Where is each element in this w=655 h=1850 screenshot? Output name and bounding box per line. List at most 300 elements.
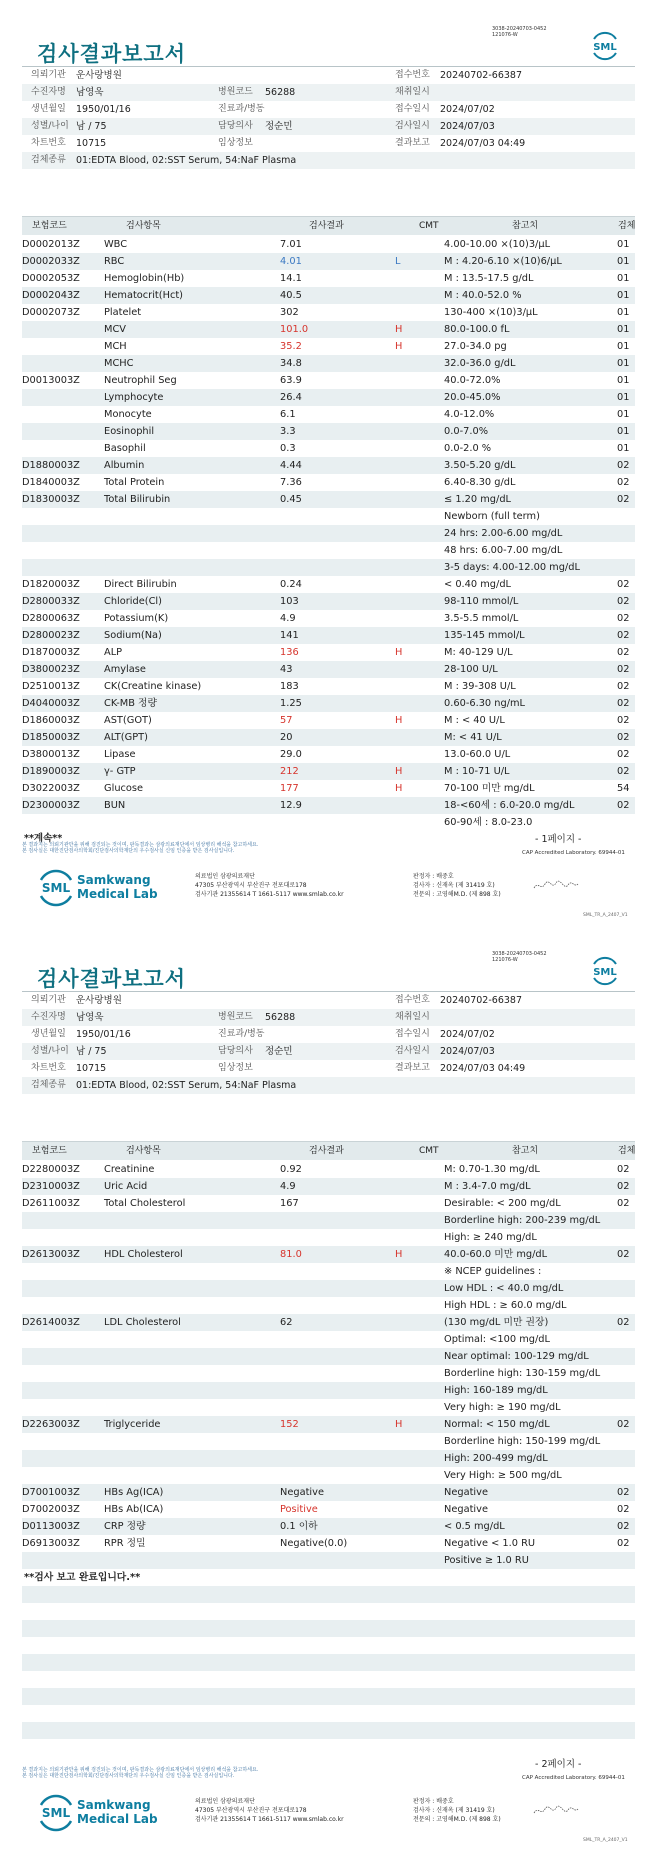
table-row	[22, 423, 635, 440]
specimen-code: 02	[617, 1181, 630, 1192]
test-name: MCHC	[104, 358, 134, 369]
table-row	[22, 1535, 635, 1552]
specimen-code: 02	[617, 460, 630, 471]
reference-range: 98-110 mmol/L	[444, 596, 519, 607]
reference-range: M: < 41 U/L	[444, 732, 502, 743]
test-result: 63.9	[280, 375, 302, 386]
reference-range: M : 4.20-6.10 ×(10)6/μL	[444, 256, 562, 267]
table-row	[22, 780, 635, 797]
table-row	[22, 1433, 635, 1450]
test-result: 183	[280, 681, 299, 692]
table-row	[22, 1229, 635, 1246]
sml-logo-icon	[590, 31, 620, 61]
test-name: Potassium(K)	[104, 613, 169, 624]
insurance-code: D0002033Z	[22, 256, 80, 267]
sml-brand-icon	[36, 868, 76, 908]
reference-range: M : 40.0-52.0 %	[444, 290, 522, 301]
svg-text:SML: SML	[41, 1806, 71, 1820]
info-row-institution: 의뢰기관 운사랑병원 접수번호 20240702-66387	[31, 995, 523, 1006]
empty-row	[22, 1671, 635, 1688]
reference-range: 60-90세 : 8.0-23.0	[444, 817, 533, 828]
test-result: 57	[280, 715, 293, 726]
table-row	[22, 1501, 635, 1518]
insurance-code: D2310003Z	[22, 1181, 80, 1192]
test-result: 4.9	[280, 1181, 296, 1192]
test-result: 6.1	[280, 409, 296, 420]
test-result: 26.4	[280, 392, 302, 403]
specimen-code: 02	[617, 613, 630, 624]
table-row	[22, 491, 635, 508]
table-row	[22, 729, 635, 746]
reference-range: M : 13.5-17.5 g/dL	[444, 273, 534, 284]
table-row	[22, 1263, 635, 1280]
table-row	[22, 576, 635, 593]
page-number: - 1페이지 -	[535, 834, 582, 845]
empty-row	[22, 1637, 635, 1654]
test-result: 0.45	[280, 494, 302, 505]
table-row	[22, 644, 635, 661]
reference-range: 3.50-5.20 g/dL	[444, 460, 516, 471]
reference-range: Normal: < 150 mg/dL	[444, 1419, 550, 1430]
insurance-code: D1880003Z	[22, 460, 80, 471]
specimen-code: 01	[617, 409, 630, 420]
insurance-code: D1870003Z	[22, 647, 80, 658]
specimen-code: 01	[617, 375, 630, 386]
insurance-code: D2800063Z	[22, 613, 80, 624]
specimen-code: 02	[617, 800, 630, 811]
sml-brand-icon	[36, 1793, 76, 1833]
signatories: 판정자 : 배중호 검사자 : 신재옥 (제 31419 호) 전문의 : 고영해M.D. (제 898 호)	[413, 873, 501, 898]
report-title: 검사결과보고서	[37, 967, 187, 991]
svg-text:SML: SML	[593, 967, 617, 978]
reference-range: 135-145 mmol/L	[444, 630, 525, 641]
page-number: - 2페이지 -	[535, 1759, 582, 1770]
report-complete-text: **검사 보고 완료입니다.**	[24, 1572, 141, 1583]
specimen-code: 02	[617, 681, 630, 692]
table-row	[22, 610, 635, 627]
table-row	[22, 304, 635, 321]
specimen-code: 01	[617, 307, 630, 318]
table-row	[22, 525, 635, 542]
info-row-institution: 의뢰기관 운사랑병원 접수번호 20240702-66387	[31, 70, 523, 81]
test-result: Positive	[280, 1504, 318, 1515]
empty-row	[22, 1688, 635, 1705]
empty-row	[22, 1722, 635, 1739]
test-result: 103	[280, 596, 299, 607]
insurance-code: D4040003Z	[22, 698, 80, 709]
test-name: Neutrophil Seg	[104, 375, 177, 386]
samkwang-logo: SML Samkwang Medical Lab	[36, 868, 171, 908]
specimen-code: 02	[617, 1487, 630, 1498]
reference-range: ※ NCEP guidelines :	[444, 1266, 542, 1277]
result-flag: H	[395, 715, 403, 726]
specimen-code: 02	[617, 664, 630, 675]
reference-range: Very High: ≥ 500 mg/dL	[444, 1470, 562, 1481]
test-name: Sodium(Na)	[104, 630, 162, 641]
test-name: Creatinine	[104, 1164, 155, 1175]
table-row	[22, 253, 635, 270]
specimen-code: 02	[617, 1504, 630, 1515]
test-name: WBC	[104, 239, 128, 250]
specimen-code: 02	[617, 749, 630, 760]
specimen-code: 02	[617, 1538, 630, 1549]
table-row	[22, 814, 635, 831]
cap-accreditation: CAP Accredited Laboratory. 69944-01	[522, 850, 625, 856]
result-flag: H	[395, 1419, 403, 1430]
result-flag: H	[395, 1249, 403, 1260]
table-row	[22, 1365, 635, 1382]
reference-range: 13.0-60.0 U/L	[444, 749, 511, 760]
reference-range: 4.0-12.0%	[444, 409, 495, 420]
info-row-birth: 생년월일 1950/01/16 진료과/병동 접수일시 2024/07/02	[31, 1029, 495, 1040]
test-name: γ- GTP	[104, 766, 136, 777]
svg-text:SML: SML	[593, 42, 617, 53]
test-name: Eosinophil	[104, 426, 155, 437]
reference-range: 3.5-5.5 mmol/L	[444, 613, 519, 624]
empty-row	[22, 1654, 635, 1671]
test-result: 212	[280, 766, 299, 777]
svg-text:SML: SML	[41, 881, 71, 895]
specimen-code: 01	[617, 341, 630, 352]
reference-range: Very high: ≥ 190 mg/dL	[444, 1402, 561, 1413]
test-name: MCV	[104, 324, 126, 335]
test-result: 29.0	[280, 749, 302, 760]
test-name: Basophil	[104, 443, 146, 454]
insurance-code: D6913003Z	[22, 1538, 80, 1549]
reference-range: (130 mg/dL 미만 권장)	[444, 1317, 549, 1328]
test-name: Total Bilirubin	[104, 494, 171, 505]
table-row	[22, 406, 635, 423]
reference-range: Desirable: < 200 mg/dL	[444, 1198, 561, 1209]
table-row	[22, 1280, 635, 1297]
test-result: 101.0	[280, 324, 309, 335]
specimen-code: 01	[617, 358, 630, 369]
reference-range: 0.0-7.0%	[444, 426, 489, 437]
info-row-chart: 차트번호 10715 임상정보 결과보고 2024/07/03 04:49	[31, 1063, 526, 1074]
test-name: Chloride(Cl)	[104, 596, 162, 607]
reference-range: Negative < 1.0 RU	[444, 1538, 536, 1549]
reference-range: High HDL : ≥ 60.0 mg/dL	[444, 1300, 567, 1311]
table-row	[22, 678, 635, 695]
specimen-code: 02	[617, 477, 630, 488]
test-result: 40.5	[280, 290, 302, 301]
test-name: Lymphocyte	[104, 392, 164, 403]
info-row-specimen: 검체종류 01:EDTA Blood, 02:SST Serum, 54:NaF Plasma	[22, 152, 635, 169]
table-row	[22, 508, 635, 525]
info-row-chart: 차트번호 10715 임상정보 결과보고 2024/07/03 04:49	[31, 138, 526, 149]
table-row	[22, 457, 635, 474]
specimen-code: 01	[617, 273, 630, 284]
organization-info: 의료법인 삼광의료재단 47305 부산광역시 부산진구 전포대로178 검사기관 21355614 T 1661-5117 www.smlab.co.kr	[195, 1798, 344, 1823]
form-code: SML_TR_A_2407_V1	[583, 1838, 628, 1843]
insurance-code: D1830003Z	[22, 494, 80, 505]
insurance-code: D2800033Z	[22, 596, 80, 607]
reference-range: 70-100 미만 mg/dL	[444, 783, 535, 794]
test-result: 0.92	[280, 1164, 302, 1175]
table-row	[22, 593, 635, 610]
insurance-code: D7001003Z	[22, 1487, 80, 1498]
test-name: CRP 정량	[104, 1521, 146, 1532]
table-row	[22, 627, 635, 644]
insurance-code: D2280003Z	[22, 1164, 80, 1175]
test-name: Direct Bilirubin	[104, 579, 177, 590]
test-result: 62	[280, 1317, 293, 1328]
table-row	[22, 1178, 635, 1195]
signature-scribble	[532, 1804, 580, 1818]
insurance-code: D0002053Z	[22, 273, 80, 284]
specimen-code: 01	[617, 256, 630, 267]
insurance-code: D0113003Z	[22, 1521, 80, 1532]
test-name: ALT(GPT)	[104, 732, 148, 743]
table-row	[22, 1484, 635, 1501]
table-row	[22, 763, 635, 780]
specimen-code: 02	[617, 766, 630, 777]
table-row	[22, 746, 635, 763]
reference-range: M : 10-71 U/L	[444, 766, 510, 777]
footer-notes: 본 결과지는 의뢰기관만을 위해 검진되는 것이며, 판독결과는 삼광의료재단에서 임상병리 해석을 참고하세요. 본 검사실은 대한진단검사의학회/진단검사의학재단의 우수검사실 신임 인증을 받은 검사실입니다.	[22, 1767, 259, 1779]
insurance-code: D0002043Z	[22, 290, 80, 301]
table-row	[22, 1450, 635, 1467]
test-name: BUN	[104, 800, 126, 811]
table-row	[22, 1246, 635, 1263]
table-row	[22, 797, 635, 814]
table-row	[22, 321, 635, 338]
test-name: Hemoglobin(Hb)	[104, 273, 185, 284]
reference-range: High: 160-189 mg/dL	[444, 1385, 548, 1396]
table-row	[22, 355, 635, 372]
reference-range: Negative	[444, 1504, 488, 1515]
empty-row	[22, 1705, 635, 1722]
reference-range: Near optimal: 100-129 mg/dL	[444, 1351, 589, 1362]
test-name: RBC	[104, 256, 125, 267]
empty-row	[22, 1620, 635, 1637]
reference-range: 40.0-60.0 미만 mg/dL	[444, 1249, 548, 1260]
insurance-code: D1840003Z	[22, 477, 80, 488]
table-row	[22, 287, 635, 304]
continued-marker: **계속**	[24, 833, 63, 844]
reference-range: High: ≥ 240 mg/dL	[444, 1232, 537, 1243]
test-result: 302	[280, 307, 299, 318]
test-name: Monocyte	[104, 409, 152, 420]
reference-range: 3-5 days: 4.00-12.00 mg/dL	[444, 562, 580, 573]
test-result: 20	[280, 732, 293, 743]
reference-range: M : 3.4-7.0 mg/dL	[444, 1181, 531, 1192]
test-name: Total Protein	[104, 477, 165, 488]
insurance-code: D1890003Z	[22, 766, 80, 777]
test-result: 12.9	[280, 800, 302, 811]
table-row	[22, 1212, 635, 1229]
specimen-code: 02	[617, 1419, 630, 1430]
table-row	[22, 270, 635, 287]
specimen-code: 02	[617, 1317, 630, 1328]
specimen-code: 01	[617, 443, 630, 454]
table-row	[22, 712, 635, 729]
reference-range: 130-400 ×(10)3/μL	[444, 307, 538, 318]
specimen-code: 02	[617, 715, 630, 726]
table-row	[22, 338, 635, 355]
test-result: 43	[280, 664, 293, 675]
results-table-header: 보험코드 검사항목 검사결과 CMT 참고치 검체	[22, 216, 635, 235]
test-name: CK(Creatine kinase)	[104, 681, 202, 692]
reference-range: Positive ≥ 1.0 RU	[444, 1555, 529, 1566]
reference-range: 40.0-72.0%	[444, 375, 501, 386]
table-row	[22, 695, 635, 712]
specimen-code: 02	[617, 698, 630, 709]
test-name: Total Cholesterol	[104, 1198, 186, 1209]
reference-range: 27.0-34.0 pg	[444, 341, 507, 352]
test-name: LDL Cholesterol	[104, 1317, 181, 1328]
specimen-code: 02	[617, 1164, 630, 1175]
specimen-code: 01	[617, 426, 630, 437]
insurance-code: D1850003Z	[22, 732, 80, 743]
info-row-name: 수진자명 남영욱 병원코드 56288 채취일시	[22, 84, 635, 101]
form-code: SML_TR_A_2407_V1	[583, 913, 628, 918]
reference-range: Optimal: <100 mg/dL	[444, 1334, 550, 1345]
test-result: 34.8	[280, 358, 302, 369]
table-row	[22, 1331, 635, 1348]
insurance-code: D2613003Z	[22, 1249, 80, 1260]
test-name: MCH	[104, 341, 127, 352]
test-result: 136	[280, 647, 299, 658]
sml-logo-icon	[590, 956, 620, 986]
document-id: 3038-20240703-0452 121076-W	[492, 951, 547, 963]
insurance-code: D7002003Z	[22, 1504, 80, 1515]
test-result: 177	[280, 783, 299, 794]
reference-range: M : 39-308 U/L	[444, 681, 516, 692]
reference-range: High: 200-499 mg/dL	[444, 1453, 548, 1464]
results-table-header: 보험코드 검사항목 검사결과 CMT 참고치 검체	[22, 1141, 635, 1160]
insurance-code: D2611003Z	[22, 1198, 80, 1209]
test-result: 4.9	[280, 613, 296, 624]
result-flag: H	[395, 647, 403, 658]
test-result: 7.36	[280, 477, 302, 488]
test-name: Amylase	[104, 664, 146, 675]
reference-range: 28-100 U/L	[444, 664, 498, 675]
test-result: 0.3	[280, 443, 296, 454]
table-row	[22, 559, 635, 576]
report-complete-row	[22, 1569, 635, 1586]
insurance-code: D0013003Z	[22, 375, 80, 386]
test-result: 0.1 이하	[280, 1521, 318, 1532]
table-row	[22, 1518, 635, 1535]
insurance-code: D0002073Z	[22, 307, 80, 318]
test-name: Albumin	[104, 460, 145, 471]
table-row	[22, 236, 635, 253]
specimen-code: 02	[617, 630, 630, 641]
reference-range: 24 hrs: 2.00-6.00 mg/dL	[444, 528, 563, 539]
reference-range: ≤ 1.20 mg/dL	[444, 494, 511, 505]
table-row	[22, 542, 635, 559]
result-flag: H	[395, 766, 403, 777]
insurance-code: D3800013Z	[22, 749, 80, 760]
reference-range: 4.00-10.00 ×(10)3/μL	[444, 239, 551, 250]
result-flag: L	[395, 256, 401, 267]
info-row-specimen: 검체종류 01:EDTA Blood, 02:SST Serum, 54:NaF Plasma	[22, 1077, 635, 1094]
cap-accreditation: CAP Accredited Laboratory. 69944-01	[522, 1775, 625, 1781]
reference-range: M: 0.70-1.30 mg/dL	[444, 1164, 540, 1175]
reference-range: M : < 40 U/L	[444, 715, 505, 726]
reference-range: 6.40-8.30 g/dL	[444, 477, 516, 488]
insurance-code: D2300003Z	[22, 800, 80, 811]
test-result: 0.24	[280, 579, 302, 590]
specimen-code: 02	[617, 732, 630, 743]
footer-notes: 본 결과지는 의뢰기관만을 위해 검진되는 것이며, 판독결과는 삼광의료재단에서 임상병리 해석을 참고하세요. 본 검사실은 대한진단검사의학회/진단검사의학재단의 우수검사실 신임 인증을 받은 검사실입니다.	[22, 842, 259, 854]
insurance-code: D1860003Z	[22, 715, 80, 726]
test-result: 3.3	[280, 426, 296, 437]
table-row	[22, 1552, 635, 1569]
test-result: 1.25	[280, 698, 302, 709]
reference-range: 20.0-45.0%	[444, 392, 501, 403]
table-row	[22, 474, 635, 491]
signature-scribble	[532, 879, 580, 893]
test-name: Platelet	[104, 307, 142, 318]
document-id: 3038-20240703-0452 121076-W	[492, 26, 547, 38]
empty-row	[22, 1586, 635, 1603]
insurance-code: D2800023Z	[22, 630, 80, 641]
reference-range: Borderline high: 130-159 mg/dL	[444, 1368, 601, 1379]
insurance-code: D3800023Z	[22, 664, 80, 675]
reference-range: Borderline high: 150-199 mg/dL	[444, 1436, 601, 1447]
reference-range: 32.0-36.0 g/dL	[444, 358, 516, 369]
insurance-code: D2263003Z	[22, 1419, 80, 1430]
test-name: HBs Ag(ICA)	[104, 1487, 164, 1498]
table-row	[22, 1195, 635, 1212]
reference-range: 18-<60세 : 6.0-20.0 mg/dL	[444, 800, 575, 811]
specimen-code: 02	[617, 579, 630, 590]
test-result: 141	[280, 630, 299, 641]
result-flag: H	[395, 341, 403, 352]
insurance-code: D0002013Z	[22, 239, 80, 250]
report-title: 검사결과보고서	[37, 42, 187, 66]
specimen-code: 02	[617, 494, 630, 505]
test-result: 14.1	[280, 273, 302, 284]
reference-range: < 0.40 mg/dL	[444, 579, 511, 590]
table-row	[22, 1399, 635, 1416]
test-result: 35.2	[280, 341, 302, 352]
reference-range: < 0.5 mg/dL	[444, 1521, 505, 1532]
test-result: 4.44	[280, 460, 302, 471]
specimen-code: 02	[617, 647, 630, 658]
test-name: CK-MB 정량	[104, 698, 157, 709]
table-row	[22, 1416, 635, 1433]
reference-range: 80.0-100.0 fL	[444, 324, 510, 335]
test-result: 81.0	[280, 1249, 302, 1260]
specimen-code: 01	[617, 392, 630, 403]
specimen-code: 01	[617, 290, 630, 301]
samkwang-logo: SML Samkwang Medical Lab	[36, 1793, 171, 1833]
reference-range: Borderline high: 200-239 mg/dL	[444, 1215, 601, 1226]
test-name: AST(GOT)	[104, 715, 152, 726]
test-result: Negative(0.0)	[280, 1538, 348, 1549]
table-row	[22, 1382, 635, 1399]
report-page-2	[0, 925, 655, 1850]
reference-range: 0.60-6.30 ng/mL	[444, 698, 526, 709]
reference-range: 48 hrs: 6.00-7.00 mg/dL	[444, 545, 563, 556]
test-name: ALP	[104, 647, 123, 658]
insurance-code: D1820003Z	[22, 579, 80, 590]
empty-row	[22, 1603, 635, 1620]
test-result: 4.01	[280, 256, 302, 267]
specimen-code: 02	[617, 596, 630, 607]
specimen-code: 01	[617, 239, 630, 250]
result-flag: H	[395, 324, 403, 335]
result-flag: H	[395, 783, 403, 794]
reference-range: Newborn (full term)	[444, 511, 540, 522]
specimen-code: 54	[617, 783, 630, 794]
insurance-code: D3022003Z	[22, 783, 80, 794]
table-row	[22, 1467, 635, 1484]
insurance-code: D2614003Z	[22, 1317, 80, 1328]
